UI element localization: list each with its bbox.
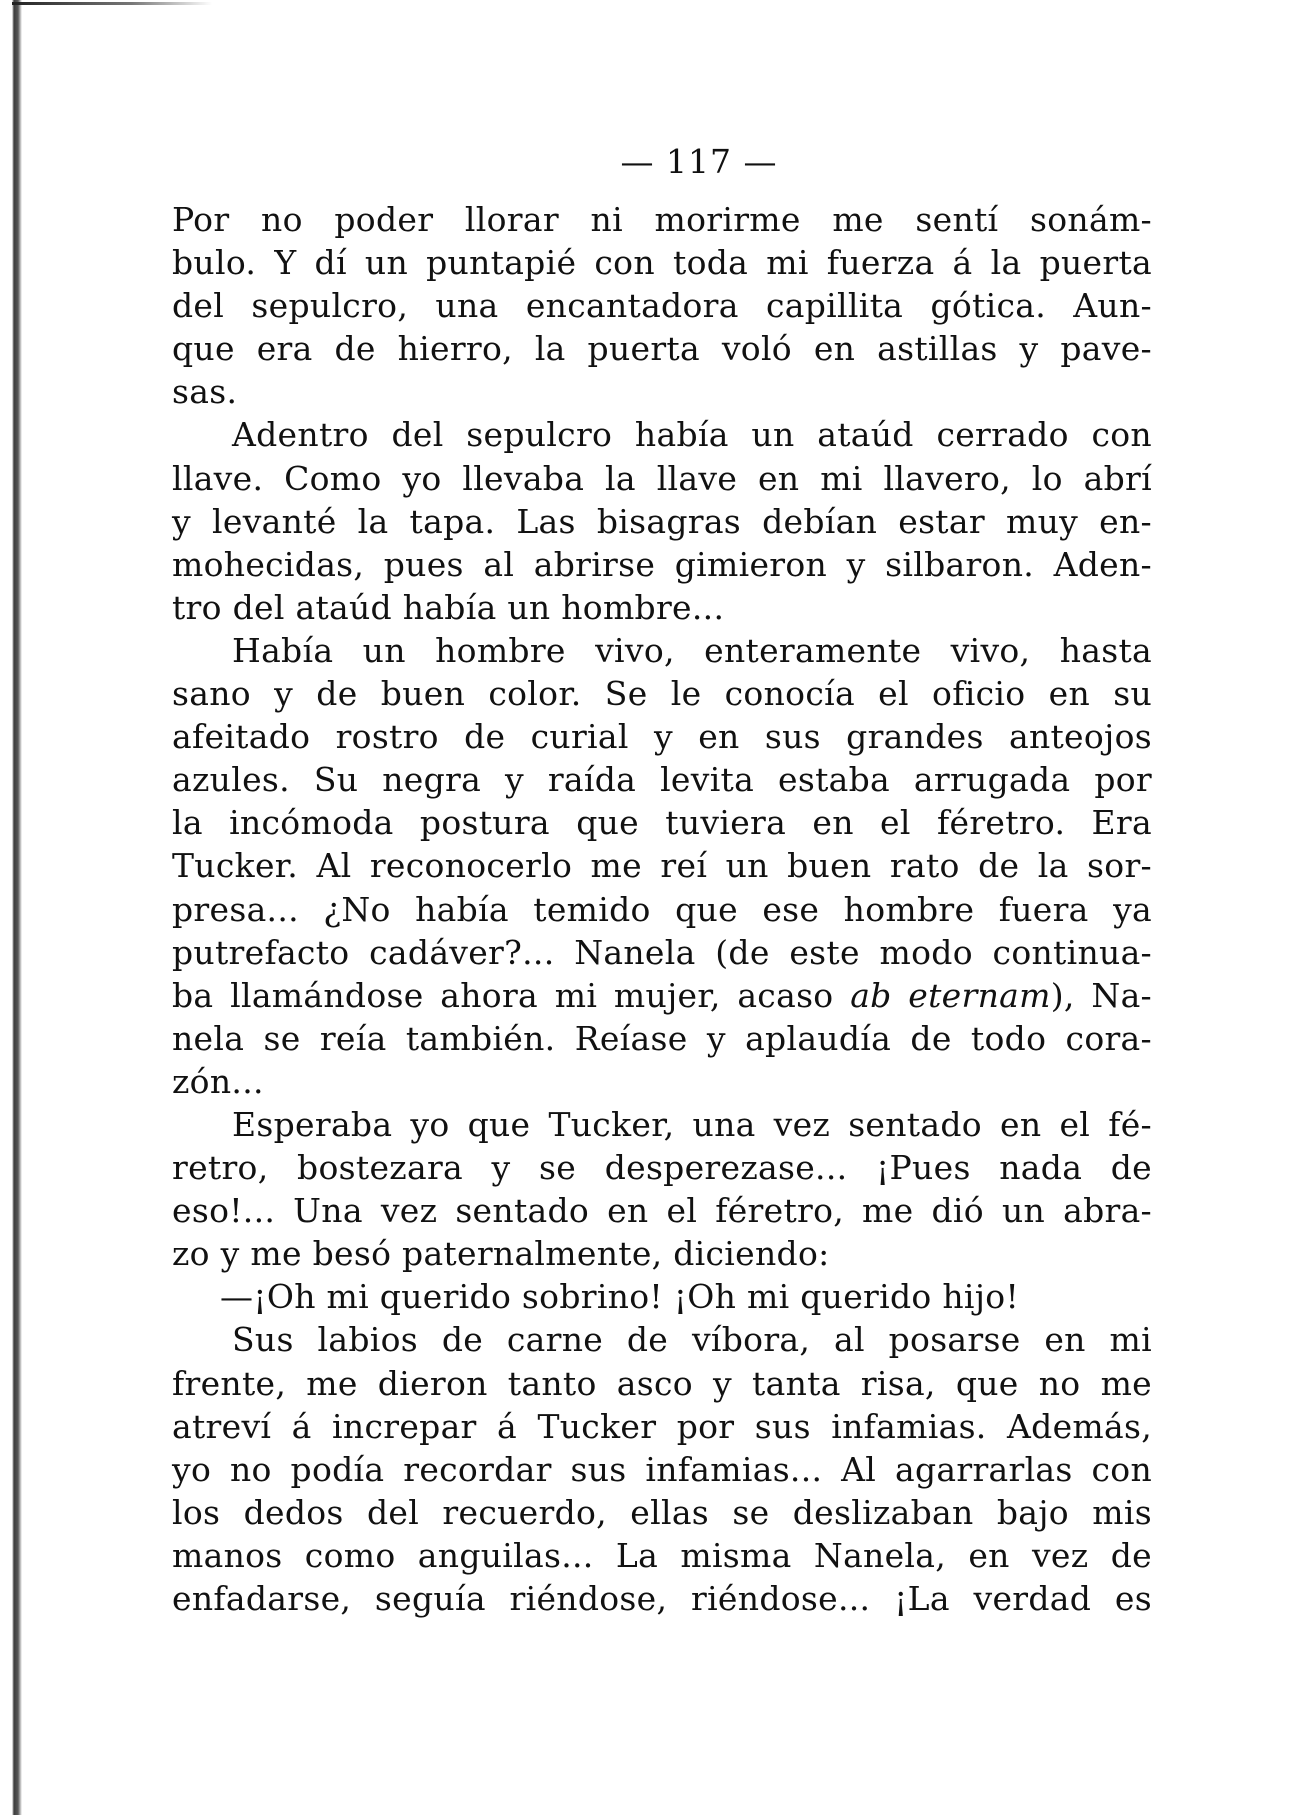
page-number: — 117 — (620, 142, 778, 181)
text-line: Había un hombre vivo, enteramente vivo, hasta (232, 630, 1152, 670)
dialogue-line: —¡Oh mi querido sobrino! ¡Oh mi querido hijo! (220, 1277, 1020, 1317)
text-line: Por no poder llorar ni morirme me sentí sonám- (172, 200, 1152, 239)
italic-phrase: ab eternam (850, 975, 1051, 1015)
text-line: yo no podía recordar sus infamias... Al agarrarlas con (172, 1449, 1152, 1489)
text-line: azules. Su negra y raída levita estaba arrugada por (172, 760, 1152, 800)
text-line: atreví á increpar á Tucker por sus infamias. Además, (172, 1406, 1152, 1446)
text-line: frente, me dieron tanto asco y tanta risa, que no me (172, 1363, 1152, 1403)
text-segment: ba llamándose ahora mi mujer, acaso (172, 975, 834, 1015)
text-line: sano y de buen color. Se le conocía el oficio en su (172, 674, 1152, 714)
text-line-mixed (172, 974, 1152, 1017)
text-line: afeitado rostro de curial y en sus grandes anteojos (172, 717, 1152, 757)
text-line: manos como anguilas... La misma Nanela, en vez de (172, 1535, 1152, 1575)
binding-edge (0, 0, 40, 1815)
text-line: que era de hierro, la puerta voló en astillas y pave- (172, 329, 1152, 369)
text-line: la incómoda postura que tuviera en el féretro. Era (172, 803, 1152, 843)
text-line: presa... ¿No había temido que ese hombre fuera ya (172, 889, 1152, 929)
text-line: Tucker. Al reconocerlo me reí un buen rato de la sor- (172, 846, 1152, 886)
text-line: sas. (172, 372, 238, 412)
text-segment: ), Na- (1050, 975, 1152, 1015)
text-line: retro, bostezara y se desperezase... ¡Pues nada de (172, 1148, 1152, 1188)
text-line: los dedos del recuerdo, ellas se deslizaban bajo mis (172, 1492, 1152, 1532)
text-line: bulo. Y dí un puntapié con toda mi fuerza á la puerta (172, 243, 1152, 283)
text-line: Esperaba yo que Tucker, una vez sentado en el fé- (232, 1104, 1152, 1144)
text-line: del sepulcro, una encantadora capillita gótica. Aun- (172, 286, 1152, 326)
text-line: zón... (172, 1061, 264, 1101)
text-line: zo y me besó paternalmente, diciendo: (172, 1234, 830, 1274)
text-line: tro del ataúd había un hombre... (172, 587, 725, 627)
text-line: putrefacto cadáver?... Nanela (de este modo continua- (172, 932, 1152, 972)
text-line: mohecidas, pues al abrirse gimieron y silbaron. Aden- (172, 544, 1152, 584)
text-line: Adentro del sepulcro había un ataúd cerrado con (232, 415, 1152, 455)
text-line: enfadarse, seguía riéndose, riéndose... ¡La verdad es (172, 1579, 1152, 1618)
binding-top-mark (12, 2, 212, 5)
text-line: Sus labios de carne de víbora, al posarse en mi (232, 1320, 1152, 1360)
body-text (172, 198, 1152, 1620)
text-line: y levanté la tapa. Las bisagras debían estar muy en- (172, 501, 1152, 541)
text-line: eso!... Una vez sentado en el féretro, me dió un abra- (172, 1191, 1152, 1231)
text-line: llave. Como yo llevaba la llave en mi llavero, lo abrí (172, 458, 1152, 498)
text-line: nela se reía también. Reíase y aplaudía de todo cora- (172, 1018, 1152, 1058)
